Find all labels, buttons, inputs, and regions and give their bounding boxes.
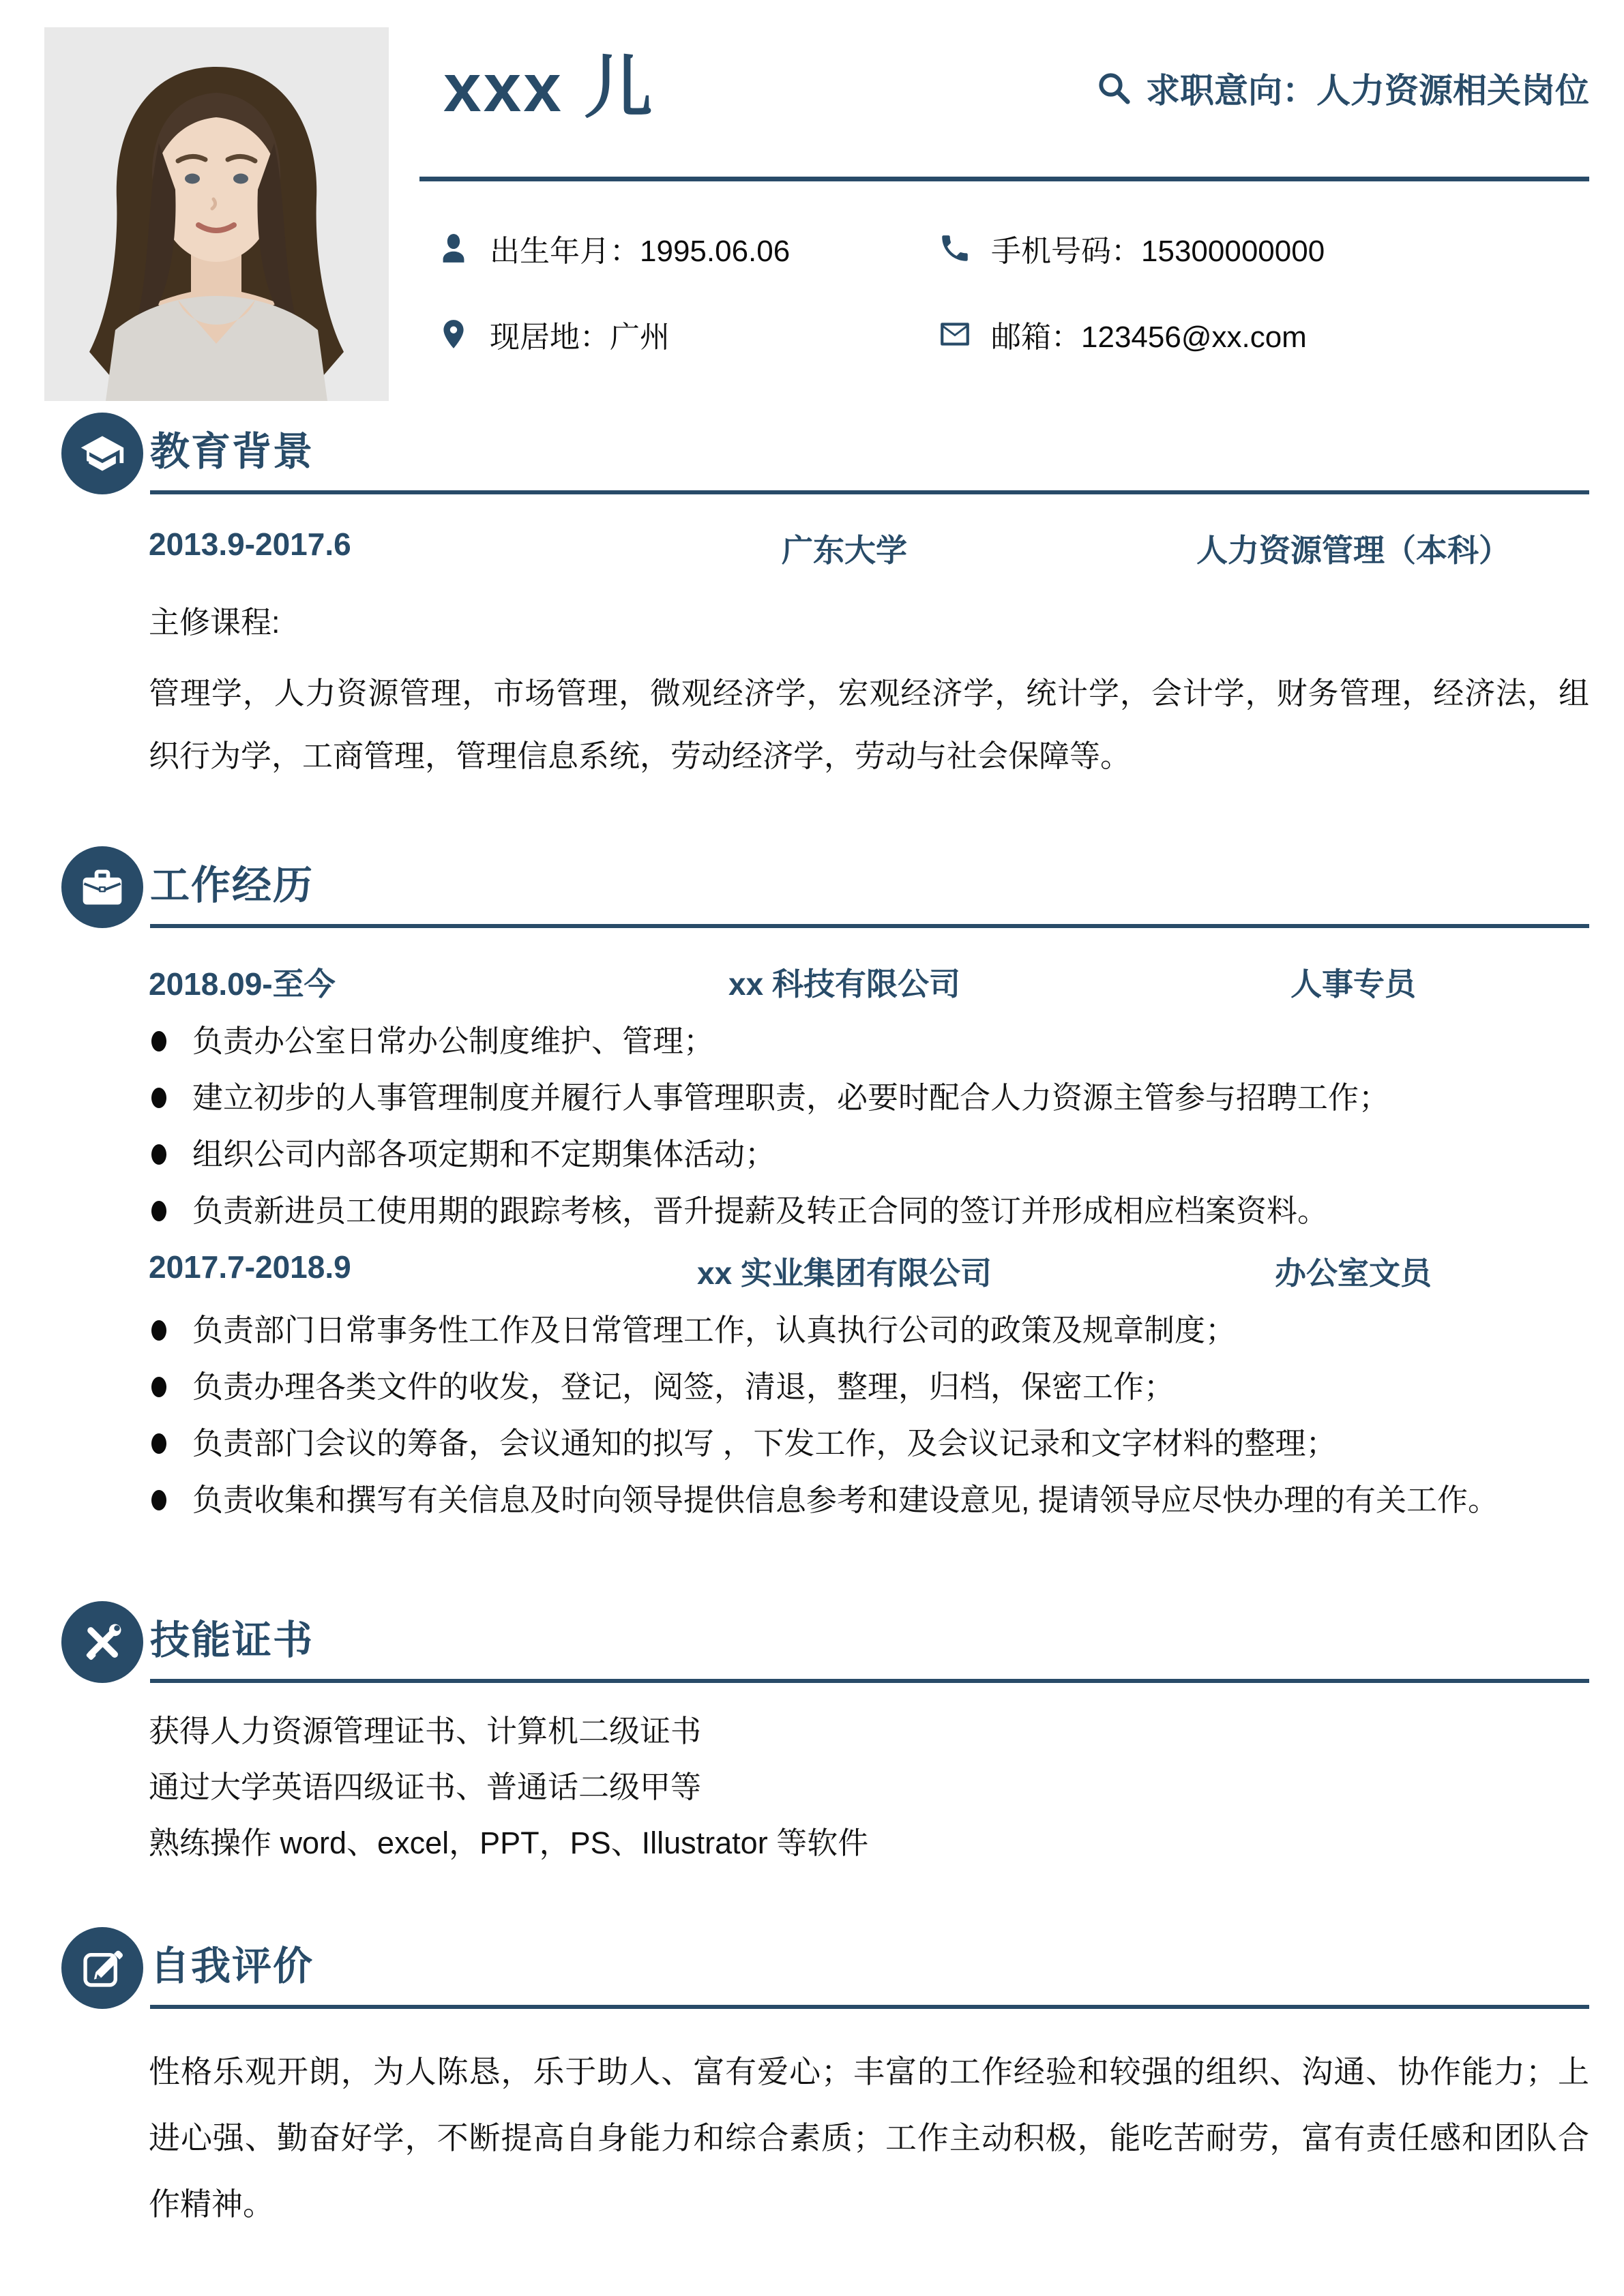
education-school: 广东大学 (782, 533, 907, 568)
job1-company: xx 科技有限公司 (728, 966, 960, 1002)
contact-phone (938, 226, 1589, 270)
bullet-text: 负责部门日常事务性工作及日常管理工作，认真执行公司的政策及规章制度； (192, 1313, 1237, 1347)
bullet-dot (151, 1320, 166, 1341)
user-icon (437, 231, 471, 265)
contact-grid (419, 226, 1589, 356)
contact-location-text: 现居地：广州 (490, 320, 670, 354)
job-bullet (151, 1135, 1589, 1174)
bullet-text: 负责办理各类文件的收发，登记，阅签，清退，整理，归档，保密工作； (192, 1369, 1175, 1404)
education-title: 教育背景 (150, 430, 314, 474)
work-underline (150, 924, 1589, 928)
job-bullet (151, 1425, 1589, 1463)
contact-birth-text: 出生年月：1995.06.06 (490, 235, 791, 268)
job-intent-text: 求职意向：人力资源相关岗位 (1146, 72, 1589, 110)
education-header (61, 413, 1589, 494)
education-icon-circle (61, 413, 143, 494)
courses-text: 管理学，人力资源管理，市场管理，微观经济学，宏观经济学，统计学，会计学，财务管理，经济法，组织行为学，工商管理，管理信息系统，劳动经济学，劳动与社会保障等。 (149, 676, 1589, 773)
education-underline (150, 490, 1589, 494)
briefcase-icon (79, 864, 126, 910)
contact-email-text: 邮箱：123456@xx.com (991, 320, 1307, 354)
section-self-evaluation (0, 1927, 1624, 2237)
courses-label: 主修课程: (149, 605, 280, 640)
contact-location (437, 312, 938, 356)
job2-date: 2017.7-2018.9 (149, 1249, 351, 1285)
header (419, 48, 1589, 356)
bullet-dot (151, 1088, 166, 1108)
graduation-cap-icon (79, 430, 126, 477)
bullet-dot (151, 1433, 166, 1454)
skill-line: 熟练操作 word、excel，PPT，PS、Illustrator 等软件 (149, 1825, 869, 1860)
job-bullet (151, 1311, 1589, 1350)
bullet-text: 负责收集和撰写有关信息及时向领导提供信息参考和建设意见, 提请领导应尽快办理的有关工作。 (192, 1482, 1499, 1517)
bullet-dot (151, 1201, 166, 1221)
self-evaluation-header (61, 1927, 1589, 2009)
self-evaluation-underline (150, 2005, 1589, 2009)
education-entry (149, 526, 1589, 571)
skill-line: 通过大学英语四级证书、普通话二级甲等 (149, 1770, 702, 1804)
job1-bullets (151, 1022, 1589, 1230)
job-entry-2 (149, 1249, 1589, 1294)
section-skills (0, 1601, 1624, 1871)
skills-lines (0, 1703, 1624, 1871)
skills-header (61, 1601, 1589, 1683)
contact-email (938, 312, 1589, 356)
education-major: 人力资源管理（本科） (1196, 533, 1510, 568)
search-icon (1095, 70, 1132, 106)
contact-phone-text: 手机号码：15300000000 (991, 235, 1325, 268)
bullet-text: 组织公司内部各项定期和不定期集体活动； (192, 1137, 776, 1172)
phone-icon (938, 231, 972, 265)
bullet-text: 负责新进员工使用期的跟踪考核，晋升提薪及转正合同的签订并形成相应档案资料。 (192, 1193, 1329, 1228)
self-evaluation-text: 性格乐观开朗，为人陈恳，乐于助人、富有爱心；丰富的工作经验和较强的组织、沟通、协作能力；上进心强、勤奋好学，不断提高自身能力和综合素质；工作主动积极，能吃苦耐劳，富有责任感和团队合作精神。 (149, 2054, 1589, 2222)
job2-company: xx 实业集团有限公司 (697, 1255, 992, 1291)
candidate-name: xxx 儿 (443, 50, 655, 126)
work-title: 工作经历 (150, 863, 314, 908)
job-bullet (151, 1022, 1589, 1060)
job2-bullets (151, 1311, 1589, 1519)
job-bullet (151, 1481, 1589, 1519)
job-intent (1095, 63, 1589, 113)
bullet-text: 负责办公室日常办公制度维护、管理； (192, 1024, 715, 1058)
skill-line: 获得人力资源管理证书、计算机二级证书 (149, 1714, 702, 1748)
location-icon (437, 317, 471, 351)
section-education (0, 413, 1624, 788)
work-icon-circle (61, 846, 143, 928)
header-divider (419, 177, 1589, 181)
mail-icon (938, 317, 972, 351)
section-work (0, 846, 1624, 1519)
job1-role: 人事专员 (1290, 966, 1416, 1002)
job-bullet (151, 1079, 1589, 1117)
job-bullet (151, 1192, 1589, 1230)
contact-birth (437, 226, 938, 270)
work-header (61, 846, 1589, 928)
tools-icon (79, 1619, 126, 1665)
bullet-dot (151, 1144, 166, 1165)
resume-body (0, 413, 1624, 2237)
education-date: 2013.9-2017.6 (149, 526, 351, 562)
pencil-icon (79, 1945, 126, 1991)
bullet-text: 建立初步的人事管理制度并履行人事管理职责，必要时配合人力资源主管参与招聘工作； (192, 1080, 1390, 1115)
job1-date: 2018.09-至今 (149, 966, 336, 1002)
bullet-dot (151, 1377, 166, 1397)
self-icon-circle (61, 1927, 143, 2009)
portrait-illustration (44, 27, 389, 401)
skills-underline (150, 1679, 1589, 1683)
bullet-dot (151, 1031, 166, 1052)
job2-role: 办公室文员 (1275, 1255, 1432, 1291)
bullet-text: 负责部门会议的筹备，会议通知的拟写 ，下发工作，及会议记录和文字材料的整理； (192, 1426, 1337, 1461)
self-evaluation-title: 自我评价 (150, 1944, 314, 1988)
name-row (419, 48, 1589, 128)
skills-title: 技能证书 (150, 1618, 314, 1663)
job-entry-1 (149, 959, 1589, 1004)
job-bullet (151, 1368, 1589, 1406)
bullet-dot (151, 1490, 166, 1510)
skills-icon-circle (61, 1601, 143, 1683)
profile-photo (44, 27, 389, 401)
